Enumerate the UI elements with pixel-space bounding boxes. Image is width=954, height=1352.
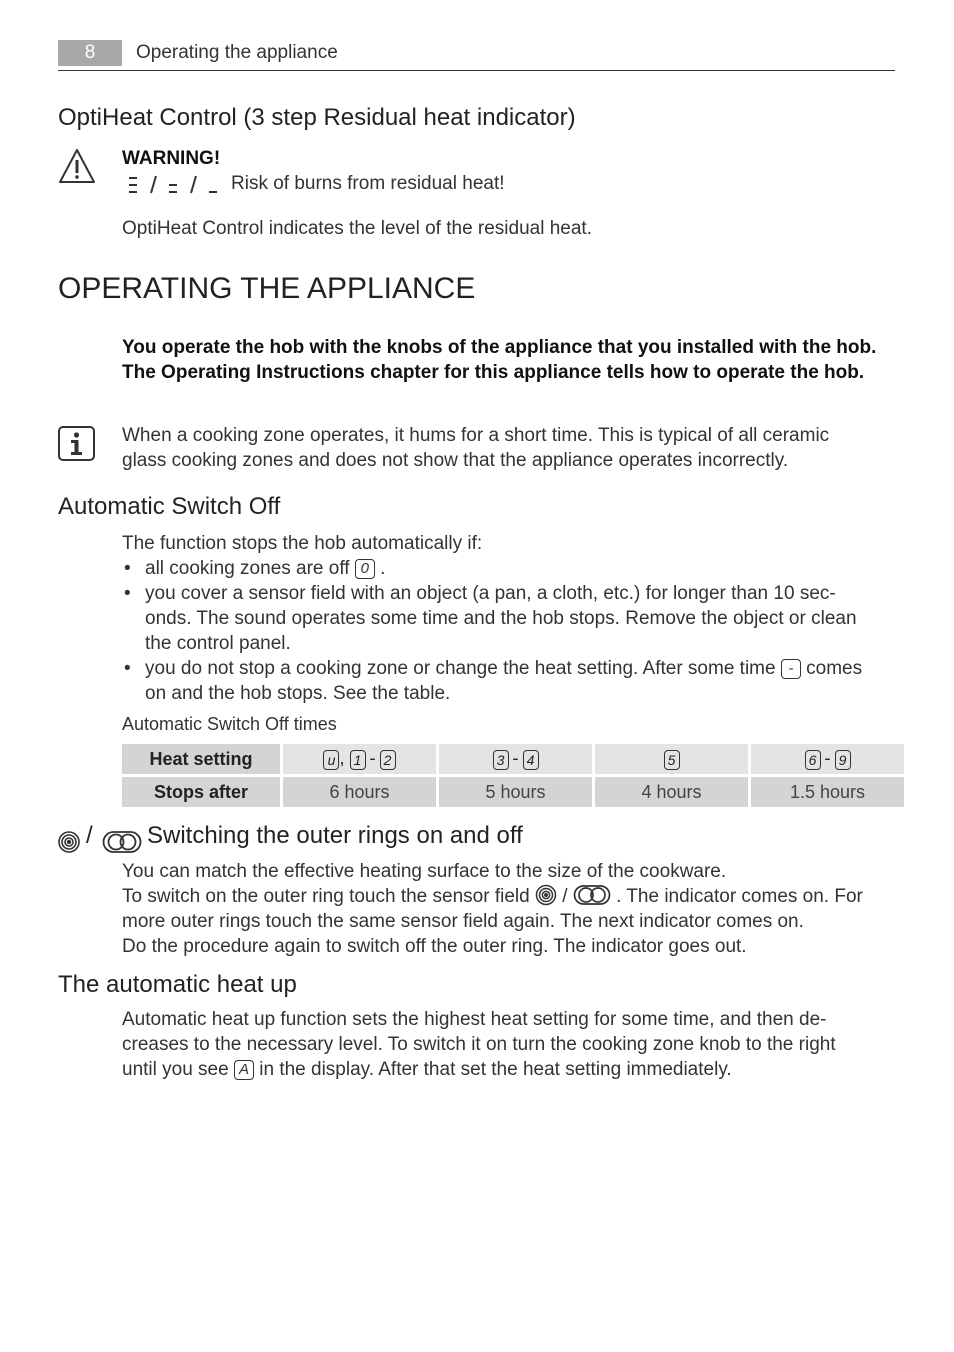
table-row: [122, 777, 904, 807]
display-symbol-a: A: [234, 1060, 254, 1080]
info-line-1: When a cooking zone operates, it hums for a short time. This is typical of all ceramic: [122, 425, 830, 446]
bullet-text: you do not stop a cooking zone or change the heat setting. After some time: [145, 658, 776, 679]
oval-zone-icon: [102, 830, 142, 854]
display-symbol: 1: [350, 750, 366, 770]
outer-rings-line-3: more outer rings touch the same sensor field again. The next indicator comes on.: [122, 911, 804, 932]
table-cell: 1.5 hours: [751, 777, 904, 807]
warning-icon: [57, 147, 97, 185]
bullet-text: all cooking zones are off: [145, 558, 350, 579]
outer-rings-line-1: You can match the effective heating surface to the size of the cookware.: [122, 861, 727, 882]
table-cell: [283, 744, 436, 774]
warning-text: Risk of burns from residual heat!: [231, 173, 505, 194]
body-text: until you see: [122, 1059, 229, 1080]
table-caption: Automatic Switch Off times: [122, 714, 337, 734]
bullet-text: on and the hob stops. See the table.: [145, 683, 451, 704]
display-symbol: 2: [380, 750, 396, 770]
display-symbol: u: [323, 750, 339, 770]
heat-up-heading: The automatic heat up: [58, 971, 297, 998]
list-item: [122, 656, 902, 706]
display-symbol: 9: [835, 750, 851, 770]
bullet-text: you cover a sensor field with an object (a pan, a cloth, etc.) for longer than 10 sec-: [145, 583, 836, 604]
auto-off-lead: The function stops the hob automatically if:: [122, 533, 483, 554]
info-icon: [57, 425, 97, 463]
bullet-text: the control panel.: [145, 633, 291, 654]
body-text: in the display. After that set the heat setting immediately.: [259, 1059, 732, 1080]
auto-off-heading: Automatic Switch Off: [58, 493, 281, 520]
chapter-title: OPERATING THE APPLIANCE: [58, 272, 476, 305]
switch-off-table: [119, 741, 907, 810]
display-symbol-0: 0: [355, 559, 375, 579]
table-header-stops-after: Stops after: [122, 777, 280, 807]
outer-rings-heading: Switching the outer rings on and off: [147, 822, 523, 849]
optiheat-body: OptiHeat Control indicates the level of the residual heat.: [122, 218, 592, 239]
bullet-text: comes: [806, 658, 863, 679]
residual-heat-symbols-icon: [124, 173, 224, 197]
table-cell: [595, 744, 748, 774]
info-line-2: glass cooking zones and does not show that the appliance operates incorrectly.: [122, 450, 789, 471]
warning-title: WARNING!: [122, 148, 221, 169]
oval-zone-icon: [573, 884, 611, 906]
bullet-text: onds. The sound operates some time and the hob stops. Remove the object or clean: [145, 608, 857, 629]
display-symbol: 4: [523, 750, 539, 770]
separator: /: [562, 886, 568, 907]
outer-rings-line-2: [122, 884, 863, 909]
concentric-rings-icon: [535, 884, 557, 906]
table-cell: 6 hours: [283, 777, 436, 807]
bullet-text: .: [380, 558, 386, 579]
page-number: 8: [58, 40, 122, 66]
separator: -: [512, 748, 519, 769]
table-row: [122, 744, 904, 774]
body-text: To switch on the outer ring touch the sensor field: [122, 886, 530, 907]
heat-up-line-3: [122, 1057, 732, 1082]
body-text: . The indicator comes on. For: [616, 886, 863, 907]
table-header-heat-setting: Heat setting: [122, 744, 280, 774]
heat-up-line-1: Automatic heat up function sets the highest heat setting for some time, and then de-: [122, 1009, 827, 1030]
display-symbol-dash: -: [781, 659, 801, 679]
list-item: [122, 556, 902, 581]
title-separator: /: [86, 822, 93, 849]
separator: -: [824, 748, 831, 769]
separator: -: [369, 748, 376, 769]
separator: ,: [339, 748, 345, 769]
display-symbol: 6: [805, 750, 821, 770]
table-cell: 4 hours: [595, 777, 748, 807]
display-symbol: 5: [664, 750, 680, 770]
outer-rings-line-4: Do the procedure again to switch off the outer ring. The indicator goes out.: [122, 936, 747, 957]
auto-off-conditions: [122, 556, 902, 706]
display-symbol: 3: [493, 750, 509, 770]
table-cell: [751, 744, 904, 774]
concentric-rings-icon: [58, 830, 82, 854]
table-cell: [439, 744, 592, 774]
operating-intro: You operate the hob with the knobs of the appliance that you installed with the hob. The Operating Instructions chapter for this appliance tells how to operate the hob.: [122, 337, 877, 383]
heat-up-line-2: creases to the necessary level. To switch it on turn the cooking zone knob to the right: [122, 1034, 836, 1055]
table-cell: 5 hours: [439, 777, 592, 807]
header-rule: [58, 70, 895, 71]
running-header: Operating the appliance: [136, 42, 338, 63]
optiheat-heading: OptiHeat Control (3 step Residual heat indicator): [58, 104, 576, 131]
list-item: [122, 581, 902, 656]
